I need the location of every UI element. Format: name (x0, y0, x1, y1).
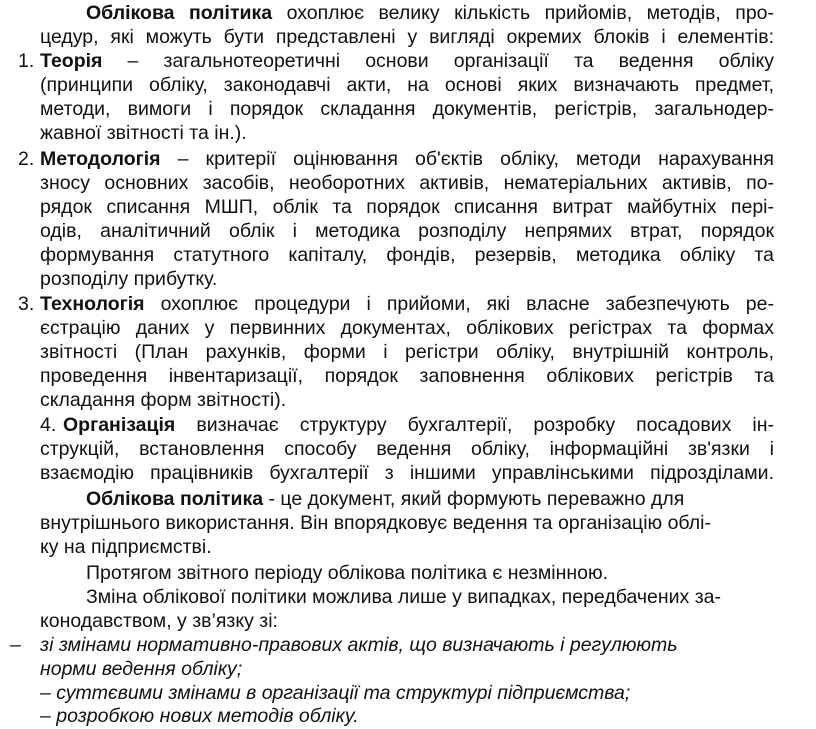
item-1-line-4: жавної звітності та ін.). (40, 122, 247, 144)
term-theory: Теорія (40, 50, 103, 72)
item-1-line-1: Теорія – загальнотеоретичні основи організації та ведення обліку (40, 50, 774, 72)
p3-line-1: Протягом звітного періоду облікова політика є незмінною. (86, 562, 609, 584)
item-2-line-3: рядок списання МШП, облік та порядок списання витрат майбутніх пері- (40, 196, 774, 218)
p4-line-2: конодавством, у зв’язку зі: (40, 610, 278, 632)
item-3-line-5: складання форм звітності). (40, 389, 287, 411)
item-2-line-2: зносу основних засобів, необоротних активів, нематеріальних активів, по- (40, 172, 774, 194)
item-4-line-3: взаємодію працівників бухгалтерії з іншими управлінськими підрозділами. (40, 462, 774, 484)
item-3-line-2: єстрацію даних у первинних документах, облікових регістрах та формах (40, 317, 774, 339)
item-1-line-2: (принципи обліку, законодавчі акти, на основі яких визначають предмет, (40, 74, 774, 96)
item-3-line-1: Технологія охоплює процедури і прийоми, які власне забезпечують ре- (40, 293, 774, 315)
term-accounting-policy-2: Облікова політика (86, 488, 264, 510)
p2-line-2: внутрішнього використання. Він впорядковує ведення та організацію облі- (40, 512, 711, 534)
p1-line-1: Облікова політика охоплює велику кількість прийомів, методів, про- (86, 2, 775, 24)
bullet-2: – суттєвими змінами в організації та структурі підприємства; (40, 682, 631, 704)
item-2-line-1: Методологія – критерії оцінювання об'єктів обліку, методи нарахування (40, 148, 774, 170)
item-4-number: 4. (40, 414, 57, 436)
term-methodology: Методологія (40, 148, 161, 170)
bullet-1-line-1: зі змінами нормативно-правових актів, що визначають і регулюють (40, 634, 678, 656)
term-accounting-policy: Облікова політика (86, 2, 273, 24)
p2-line-1: Облікова політика - це документ, який формують переважно для (86, 488, 685, 510)
item-3-line-4: проведення інвентаризації, порядок заповнення облікових регістрів та (40, 365, 774, 387)
item-4-line-1: Організація визначає структуру бухгалтерії, розробку посадових ін- (63, 414, 774, 436)
item-2-line-4: одів, аналітичний облік і методика розподілу непрямих втрат, порядок (40, 220, 774, 242)
item-1-line-3: методи, вимоги і порядок складання документів, регістрів, загальнодер- (40, 98, 774, 120)
bullet-1-dash: – (10, 634, 21, 656)
p2-line-3: ку на підприємстві. (40, 536, 212, 558)
item-1-number: 1. (18, 50, 35, 72)
item-3-line-3: звітності (План рахунків, форми і регістри обліку, внутрішній контроль, (40, 341, 774, 363)
item-2-number: 2. (18, 148, 35, 170)
p4-line-1: Зміна облікової політики можлива лише у випадках, передбачених за- (86, 586, 721, 608)
p1-line-2: цедур, які можуть бути представлені у вигляді окремих блоків і елементів: (40, 26, 774, 48)
item-4-line-2: струкцій, встановлення способу ведення обліку, інформаційні зв'язки і (40, 438, 774, 460)
item-3-number: 3. (18, 293, 35, 315)
item-2-line-5: формування статутного капіталу, фондів, резервів, методика обліку та (40, 244, 774, 266)
item-2-line-6: розподілу прибутку. (40, 268, 218, 290)
bullet-3: – розробкою нових методів обліку. (40, 705, 359, 727)
term-technology: Технологія (40, 293, 145, 315)
bullet-1-line-2: норми ведення обліку; (40, 658, 243, 680)
term-organization: Організація (63, 414, 176, 436)
